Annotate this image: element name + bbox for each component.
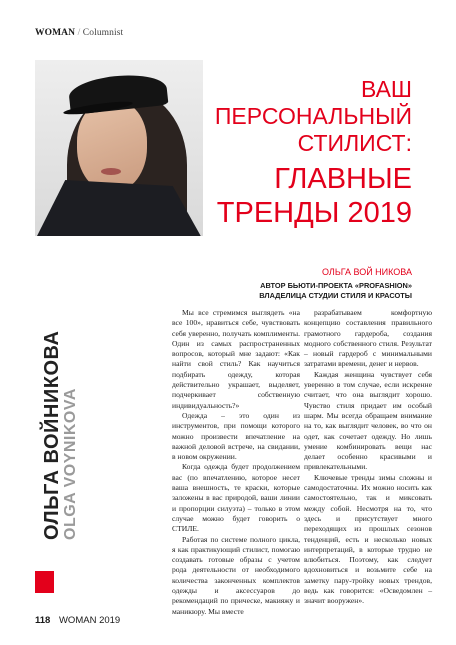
author-name-ru: ОЛЬГА ВОЙНИКОВА — [41, 330, 63, 540]
author-byline — [259, 266, 412, 301]
page-footer — [35, 615, 120, 626]
headline-line: ТРЕНДЫ 2019 — [216, 197, 412, 229]
vertical-author-name — [42, 331, 79, 540]
author-name: ОЛЬГА ВОЙ НИКОВА — [322, 267, 412, 277]
author-name-en: OLGA VOYNIKOVA — [62, 388, 79, 540]
magazine-issue: WOMAN 2019 — [58, 615, 121, 626]
paragraph: Одежда – это один из инструментов, при помощи которого можно произвести впечатление на важной деловой встрече, на свидании, в новом окружении. — [172, 410, 300, 462]
author-role-2: ВЛАДЕЛИЦА СТУДИИ СТИЛЯ И КРАСОТЫ — [259, 291, 412, 300]
red-accent-square — [35, 571, 54, 593]
section-name: WOMAN — [35, 28, 76, 38]
headline-bottom — [215, 162, 412, 230]
paragraph: Ключевые тренды зимы сложны и самодостаточны. Их можно носить как самостоятельно, так и миксовать между собой. Несмотря на то, что здесь и присутствует много переходящих из прошлых сезонов тенденций, есть и несколько новых интерпретаций, в которые трудно не влюбиться. Поэтому, как следует вдохновиться и возьмите себе на заметку пару-тройку новых трендов, ведь как говорится: «Осведомлен – значит вооружен». — [304, 472, 432, 606]
columnist-portrait — [35, 60, 203, 236]
headline-top — [215, 76, 412, 157]
section-separator: / — [77, 28, 81, 38]
article-column-right — [304, 308, 432, 607]
paragraph: Работая по системе полного цикла, я как практикующий стилист, помогаю создавать готовые образы с учетом рода деятельности от необходимого количества законченных комплектов одежды и аксессуаров до рекомендаций по прическе, макияжу и маникюру. Мы вместе — [172, 534, 300, 616]
headline-line: ПЕРСОНАЛЬНЫЙ — [214, 103, 412, 129]
paragraph: Мы все стремимся выглядеть «на все 100», нравиться себе, чувствовать себя уверенно, получать комплименты. Один из самых распространенных вопросов, который мне задают: «Как найти свой стиль? Как научиться подбирать одежду, которая действительно украшает, выделяет, подчеркивает собственную индивидуальность?» — [172, 308, 300, 410]
section-subname: Columnist — [82, 28, 124, 38]
section-label — [35, 28, 123, 38]
author-role-1: АВТОР БЬЮТИ-ПРОЕКТА «PROFASHION» — [260, 281, 412, 290]
paragraph: Каждая женщина чувствует себя уверенно в том случае, если искренне считает, что она выглядит хорошо. Чувство стиля придает им особый шарм. Мы всегда обращаем внимание на то, как выглядит человек, во что он одет, как сочетает одежду. Но лишь умение комбинировать вещи нас делает особенно красивыми и привлекательными. — [304, 369, 432, 472]
headline-line: СТИЛИСТ: — [297, 130, 412, 156]
headline-line: ВАШ — [361, 76, 412, 102]
page-number: 118 — [35, 615, 51, 626]
headline-line: ГЛАВНЫЕ — [274, 163, 412, 195]
article-column-left — [172, 308, 300, 617]
article-headline — [215, 76, 412, 230]
paragraph: Когда одежда будет продолжением вас (по впечатлению, которое несет ваша внешность, те краски, которые заложены в вас природой, ваши линии и пропорции силуэта) – только в этом случае можно будет говорить о СТИЛЕ. — [172, 462, 300, 534]
paragraph: разрабатываем комфортную концепцию составления правильного грамотного гардероба, создания модного собственного стиля. Результат – новый гардероб с минимальными затратами времени, денег и нервов. — [304, 308, 432, 369]
